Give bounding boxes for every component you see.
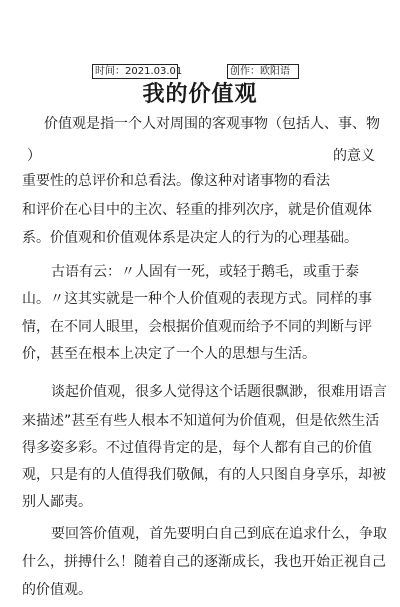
document-title: 我的价值观 [142, 82, 258, 107]
text-line: 价，甚至在根本上决定了一个人的思想与生活。 [22, 346, 316, 362]
text-line: 观，只是有的人值得我们敬佩，有的人只图自身享乐，却被 [22, 467, 386, 483]
text-line: 什么，拼搏什么！随着自己的逐渐成长，我也开始正视自己 [22, 554, 386, 570]
paragraph-2-line [0, 343, 400, 365]
text-line: 别人鄙夷。 [22, 494, 92, 510]
text-line: 价值观是指一个人对周围的客观事物（包括人、事、物 [44, 116, 380, 132]
paragraph-1-line [0, 170, 400, 192]
paragraph-2-line [0, 261, 400, 283]
text-line: 山。〃这其实就是一种个人价值观的表现方式。同样的事 [22, 291, 372, 307]
paragraph-1-line [0, 113, 400, 135]
paragraph-3-line [0, 491, 400, 513]
text-line: 的价值观。 [22, 582, 92, 598]
paragraph-3-line [0, 464, 400, 486]
paragraph-3-line [0, 410, 400, 432]
text-line: ） [27, 148, 41, 164]
text-line: 和评价在心目中的主次、轻重的排列次序，就是价值观体 [22, 202, 372, 218]
text-line: 要回答价值观，首先要明白自己到底在追求什么，争取 [51, 526, 387, 542]
paragraph-3-line [0, 381, 400, 403]
text-line: 得多姿多彩。不过值得肯定的是，每个人都有自己的价值 [22, 440, 372, 456]
paragraph-4-line [0, 579, 400, 601]
text-line: 重要性的总评价和总看法。像这种对诸事物的看法 [22, 173, 330, 189]
paragraph-4-line [0, 551, 400, 573]
paragraph-3-line [0, 437, 400, 459]
date-label: 时间：2021.03.01 [92, 64, 178, 79]
text-line: 来描述”甚至有些人根本不知道何为价值观，但是依然生活 [22, 413, 380, 429]
paragraph-2-line [0, 288, 400, 310]
text-line: 谈起价值观，很多人觉得这个话题很飘渺，很难用语言 [51, 384, 387, 400]
text-line: 古语有云：〃人固有一死，或轻于鹅毛，或重于泰 [51, 264, 359, 280]
author-label: 创作：欧阳语 [227, 64, 299, 79]
paragraph-4-line [0, 523, 400, 545]
paragraph-2-line [0, 316, 400, 338]
text-line: 的意义 [333, 148, 375, 164]
paragraph-1-line [0, 145, 400, 167]
paragraph-1-line [0, 227, 400, 249]
text-line: 系。价值观和价值观体系是决定人的行为的心理基础。 [22, 230, 358, 246]
paragraph-1-line [0, 199, 400, 221]
text-line: 情，在不同人眼里，会根据价值观而给予不同的判断与评 [22, 319, 372, 335]
